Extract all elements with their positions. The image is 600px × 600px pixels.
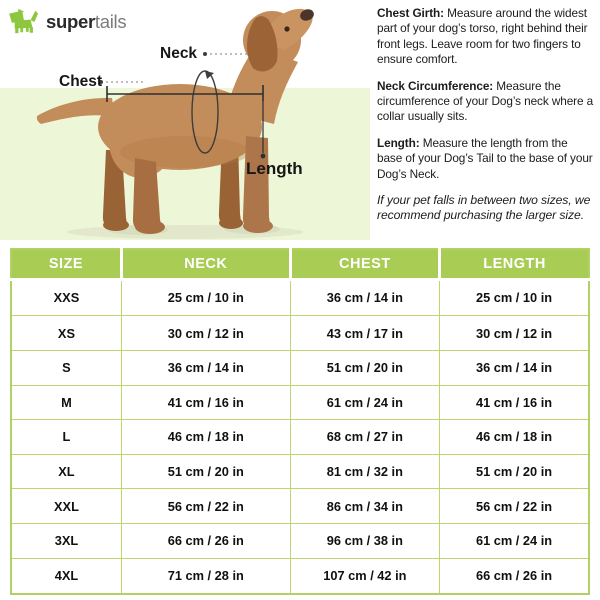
neck-cell: 66 cm / 26 in <box>121 524 290 559</box>
chest-girth-instruction <box>377 6 595 68</box>
chest-cell: 86 cm / 34 in <box>290 489 439 524</box>
supertails-dog-icon <box>8 8 42 36</box>
logo-wordmark <box>46 10 127 32</box>
table-row <box>11 385 589 420</box>
table-row <box>11 279 589 316</box>
chest-cell: 51 cm / 20 in <box>290 350 439 385</box>
table-row <box>11 489 589 524</box>
neck-cell: 56 cm / 22 in <box>121 489 290 524</box>
size-cell: 3XL <box>11 524 121 559</box>
size-cell: 4XL <box>11 558 121 594</box>
header-row <box>11 249 589 279</box>
length-lead: Length: <box>377 135 420 150</box>
size-chart-table <box>10 248 590 595</box>
table-row <box>11 454 589 489</box>
chest-girth-text: Measure around the widest part of your dog’s torso, right behind their front legs. Leave room for two fingers to ensure comfort. <box>377 6 588 67</box>
size-cell: S <box>11 350 121 385</box>
neck-cell: 25 cm / 10 in <box>121 279 290 316</box>
dog-near-hind-leg <box>133 158 161 230</box>
neck-label: Neck <box>160 45 198 62</box>
length-cell: 25 cm / 10 in <box>440 279 589 316</box>
neck-cell: 41 cm / 16 in <box>121 385 290 420</box>
supertails-logo <box>8 8 126 36</box>
logo-text-tails: tails <box>94 10 127 32</box>
length-instruction <box>377 136 595 182</box>
neck-cell: 46 cm / 18 in <box>121 420 290 455</box>
chest-cell: 36 cm / 14 in <box>290 279 439 316</box>
neck-cell: 36 cm / 14 in <box>121 350 290 385</box>
table-row <box>11 316 589 351</box>
table-row <box>11 558 589 594</box>
size-cell: XXL <box>11 489 121 524</box>
dog-eye <box>284 26 289 31</box>
size-cell: L <box>11 420 121 455</box>
dog-near-front-leg <box>243 136 270 229</box>
size-cell: XL <box>11 454 121 489</box>
neck-cell: 30 cm / 12 in <box>121 316 290 351</box>
length-cell: 41 cm / 16 in <box>440 385 589 420</box>
header-length: LENGTH <box>440 249 589 279</box>
size-cell: XS <box>11 316 121 351</box>
table-row <box>11 420 589 455</box>
header-size: SIZE <box>11 249 121 279</box>
logo-text-super: super <box>46 10 95 32</box>
header-chest: CHEST <box>290 249 439 279</box>
length-cell: 36 cm / 14 in <box>440 350 589 385</box>
chest-cell: 68 cm / 27 in <box>290 420 439 455</box>
length-cell: 61 cm / 24 in <box>440 524 589 559</box>
chest-cell: 61 cm / 24 in <box>290 385 439 420</box>
length-cell: 30 cm / 12 in <box>440 316 589 351</box>
length-text: Measure the length from the base of your Dog’s Tail to the base of your Dog’s Neck. <box>377 135 593 181</box>
size-cell: XXS <box>11 279 121 316</box>
length-cell: 51 cm / 20 in <box>440 454 589 489</box>
length-label: Length <box>246 159 303 178</box>
chest-cell: 81 cm / 32 in <box>290 454 439 489</box>
neck-circumference-instruction <box>377 79 595 125</box>
length-cell: 66 cm / 26 in <box>440 558 589 594</box>
chest-cell: 43 cm / 17 in <box>290 316 439 351</box>
size-chart-header <box>11 249 589 279</box>
length-cell: 46 cm / 18 in <box>440 420 589 455</box>
chest-cell: 96 cm / 38 in <box>290 524 439 559</box>
table-row <box>11 524 589 559</box>
neck-cell: 51 cm / 20 in <box>121 454 290 489</box>
dog-measurement-illustration <box>0 0 370 248</box>
length-cell: 56 cm / 22 in <box>440 489 589 524</box>
neck-circumference-text: Measure the circumference of your Dog’s neck where a collar usually sits. <box>377 78 594 124</box>
measuring-instructions <box>377 6 595 235</box>
table-row <box>11 350 589 385</box>
sizing-note <box>377 193 595 224</box>
neck-cell: 71 cm / 28 in <box>121 558 290 594</box>
size-cell: M <box>11 385 121 420</box>
chest-girth-lead: Chest Girth: <box>377 6 444 20</box>
chest-cell: 107 cm / 42 in <box>290 558 439 594</box>
sizing-note-text: If your pet falls in between two sizes, we recommend purchasing the larger size. <box>377 193 591 223</box>
header-neck: NECK <box>121 249 290 279</box>
size-chart-body <box>11 279 589 594</box>
neck-circumference-lead: Neck Circumference: <box>377 78 494 93</box>
chest-label: Chest <box>59 73 103 90</box>
